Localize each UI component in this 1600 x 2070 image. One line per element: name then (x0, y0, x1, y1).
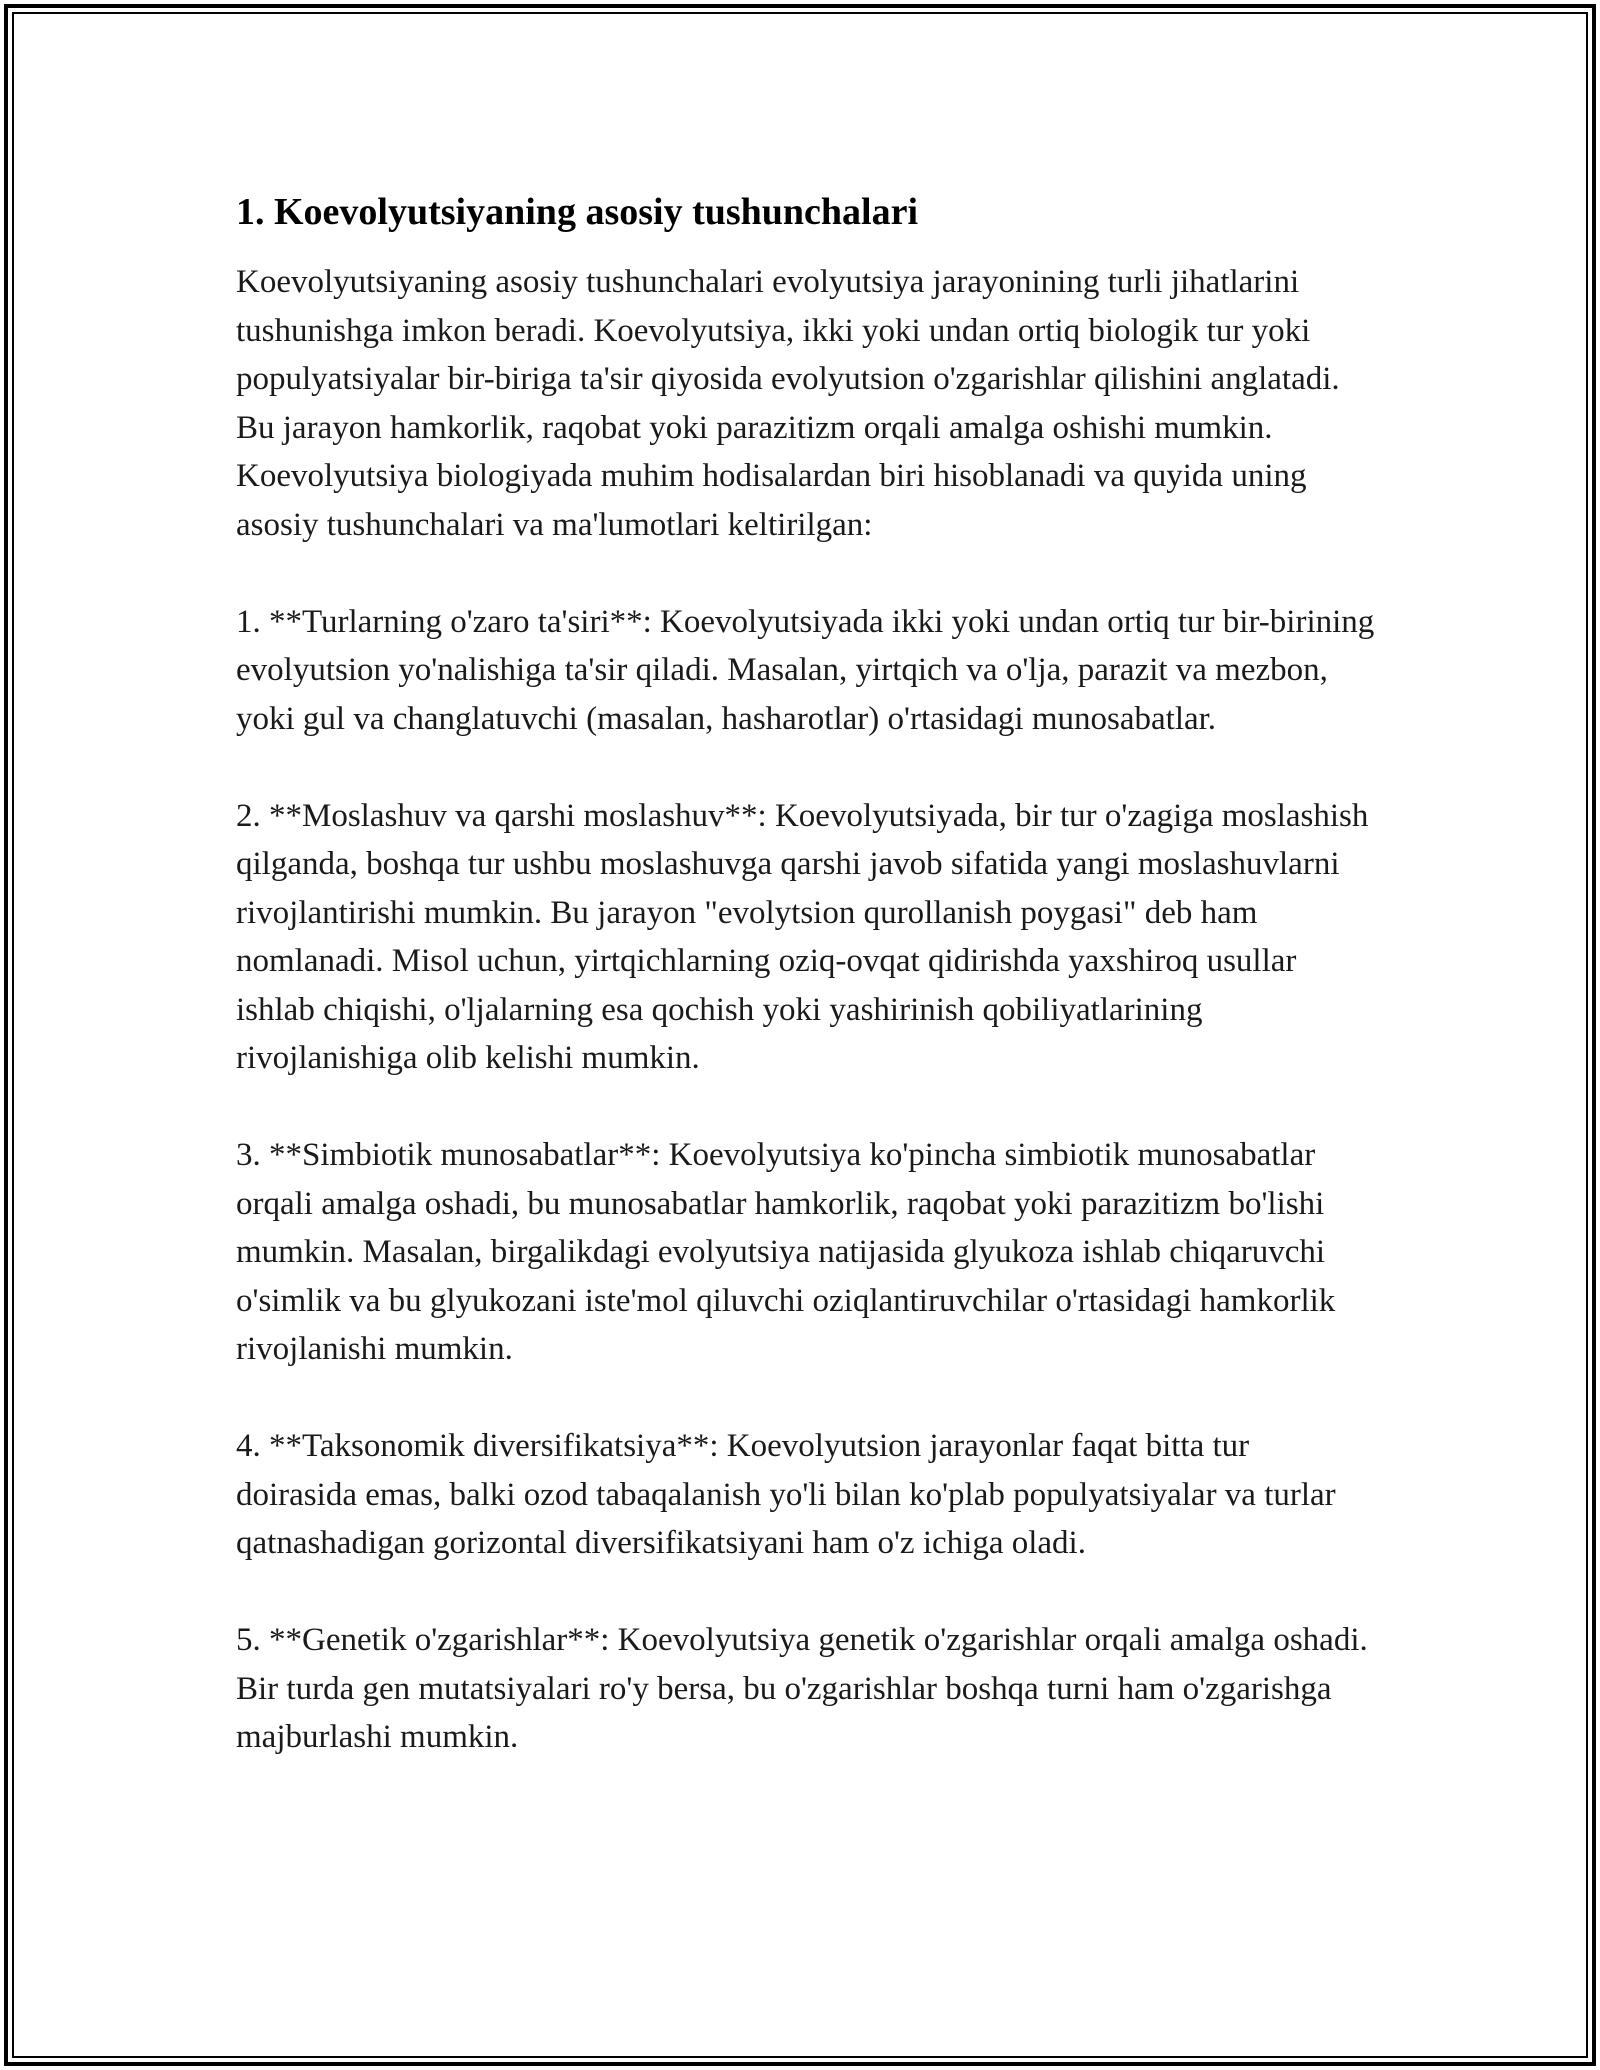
document-title: 1. Koevolyutsiyaning asosiy tushunchalari (236, 191, 919, 233)
list-item-1: 1. **Turlarning o'zaro ta'siri**: Koevolyutsiyada ikki yoki undan ortiq tur bir-birining evolyutsion yo'nalishiga ta'sir qiladi. Masalan, yirtqich va o'lja, parazit va mezbon, yoki gul va changlatuvchi (masalan, hasharotlar) o'rtasidagi munosabatlar. (236, 603, 1375, 737)
intro-paragraph: Koevolyutsiyaning asosiy tushunchalari evolyutsiya jarayonining turli jihatlarini tushunishga imkon beradi. Koevolyutsiya, ikki yoki undan ortiq biologik tur yoki populyatsiyalar bir-biriga ta'sir qiyosida evolyutsion o'zgarishlar qilishini anglatadi. Bu jarayon hamkorlik, raqobat yoki parazitizm orqali amalga oshishi mumkin. Koevolyutsiya biologiyada muhim hodisalardan biri hisoblanadi va quyida uning asosiy tushunchalari va ma'lumotlari keltirilgan: (236, 264, 1340, 543)
list-item-4: 4. **Taksonomik diversifikatsiya**: Koevolyutsion jarayonlar faqat bitta tur doirasida emas, balki ozod tabaqalanish yo'li bilan ko'plab populyatsiyalar va turlar qatnashadigan gorizontal diversifikatsiyani ham o'z ichiga oladi. (236, 1428, 1336, 1561)
document-body (236, 186, 1376, 1810)
list-item-5: 5. **Genetik o'zgarishlar**: Koevolyutsiya genetik o'zgarishlar orqali amalga oshadi. Bir turda gen mutatsiyalari ro'y bersa, bu o'zgarishlar boshqa turni ham o'zgarishga majburlashi mumkin. (236, 1622, 1368, 1755)
list-item-3: 3. **Simbiotik munosabatlar**: Koevolyutsiya ko'pincha simbiotik munosabatlar orqali amalga oshadi, bu munosabatlar hamkorlik, raqobat yoki parazitizm bo'lishi mumkin. Masalan, birgalikdagi evolyutsiya natijasida glyukoza ishlab chiqaruvchi o'simlik va bu glyukozani iste'mol qiluvchi oziqlantiruvchilar o'rtasidagi hamkorlik rivojlanishi mumkin. (236, 1137, 1336, 1367)
list-item-2: 2. **Moslashuv va qarshi moslashuv**: Koevolyutsiyada, bir tur o'zagiga moslashish qilganda, boshqa tur ushbu moslashuvga qarshi javob sifatida yangi moslashuvlarni rivojlantirishi mumkin. Bu jarayon "evolytsion qurollanish poygasi" deb ham nomlanadi. Misol uchun, yirtqichlarning oziq-ovqat qidirishda yaxshiroq usullar ishlab chiqishi, o'ljalarning esa qochish yoki yashirinish qobiliyatlarining rivojlanishiga olib kelishi mumkin. (236, 797, 1369, 1076)
